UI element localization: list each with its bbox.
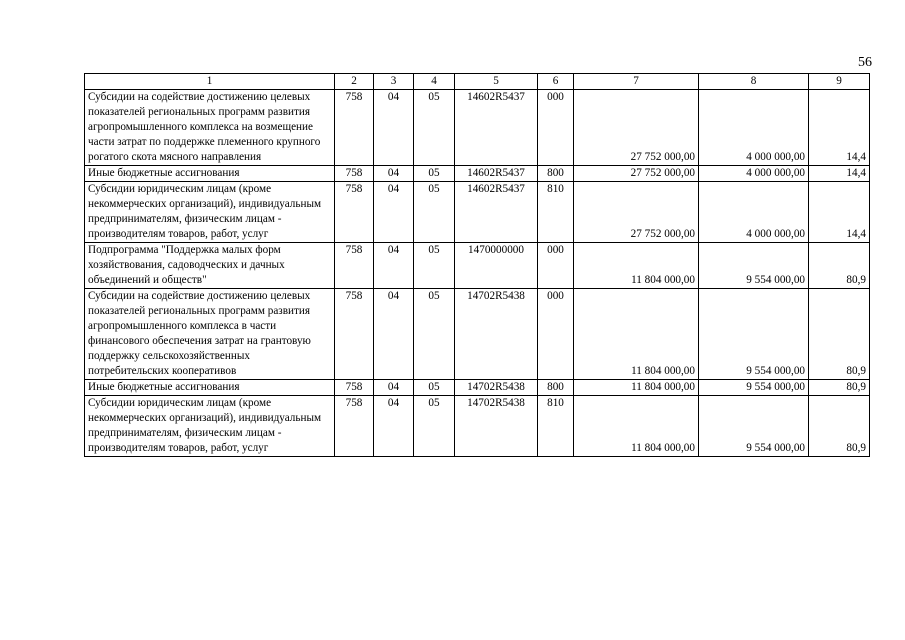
row-name-cell: Иные бюджетные ассигнования — [85, 166, 335, 182]
target-code-cell: 1470000000 — [455, 243, 538, 289]
target-code-cell: 14702R5438 — [455, 289, 538, 380]
table-row — [85, 182, 870, 243]
row-name-cell: Субсидии юридическим лицам (кроме некоммерческих организаций), индивидуальным предпринимателям, физическим лицам - производителям товаров, работ, услуг — [85, 396, 335, 457]
table-row — [85, 396, 870, 457]
row-name-cell: Иные бюджетные ассигнования — [85, 380, 335, 396]
table-row — [85, 289, 870, 380]
actual-amount-cell: 9 554 000,00 — [699, 289, 809, 380]
expense-type-cell: 000 — [538, 289, 574, 380]
actual-amount-cell: 9 554 000,00 — [699, 380, 809, 396]
expense-type-cell: 800 — [538, 166, 574, 182]
ministry-code-cell: 758 — [335, 396, 374, 457]
table-row — [85, 166, 870, 182]
section-code-cell: 04 — [374, 289, 414, 380]
plan-amount-cell: 27 752 000,00 — [574, 90, 699, 166]
ministry-code-cell: 758 — [335, 243, 374, 289]
target-code-cell: 14602R5437 — [455, 166, 538, 182]
actual-amount-cell: 4 000 000,00 — [699, 166, 809, 182]
actual-amount-cell: 9 554 000,00 — [699, 243, 809, 289]
row-name-cell: Субсидии на содействие достижению целевых показателей региональных программ развития агропромышленного комплекса на возмещение части затрат по поддержке племенного крупного рогатого скота мясного направления — [85, 90, 335, 166]
header-cell: 4 — [414, 74, 455, 90]
header-cell: 5 — [455, 74, 538, 90]
subsection-code-cell: 05 — [414, 380, 455, 396]
page-number: 56 — [858, 55, 872, 70]
percent-cell: 14,4 — [809, 90, 870, 166]
row-name-cell: Подпрограмма "Поддержка малых форм хозяйствования, садоводческих и дачных объединений и обществ" — [85, 243, 335, 289]
actual-amount-cell: 4 000 000,00 — [699, 182, 809, 243]
ministry-code-cell: 758 — [335, 166, 374, 182]
subsection-code-cell: 05 — [414, 166, 455, 182]
header-cell: 3 — [374, 74, 414, 90]
row-name-cell: Субсидии юридическим лицам (кроме некоммерческих организаций), индивидуальным предпринимателям, физическим лицам - производителям товаров, работ, услуг — [85, 182, 335, 243]
subsection-code-cell: 05 — [414, 182, 455, 243]
plan-amount-cell: 27 752 000,00 — [574, 182, 699, 243]
header-cell: 2 — [335, 74, 374, 90]
ministry-code-cell: 758 — [335, 380, 374, 396]
header-cell: 7 — [574, 74, 699, 90]
section-code-cell: 04 — [374, 182, 414, 243]
table-row — [85, 90, 870, 166]
target-code-cell: 14702R5438 — [455, 380, 538, 396]
ministry-code-cell: 758 — [335, 90, 374, 166]
expense-type-cell: 810 — [538, 396, 574, 457]
header-cell: 9 — [809, 74, 870, 90]
header-cell: 1 — [85, 74, 335, 90]
plan-amount-cell: 11 804 000,00 — [574, 396, 699, 457]
subsection-code-cell: 05 — [414, 396, 455, 457]
section-code-cell: 04 — [374, 243, 414, 289]
expense-type-cell: 800 — [538, 380, 574, 396]
section-code-cell: 04 — [374, 396, 414, 457]
plan-amount-cell: 11 804 000,00 — [574, 243, 699, 289]
plan-amount-cell: 27 752 000,00 — [574, 166, 699, 182]
subsection-code-cell: 05 — [414, 289, 455, 380]
percent-cell: 80,9 — [809, 289, 870, 380]
target-code-cell: 14702R5438 — [455, 396, 538, 457]
header-cell: 6 — [538, 74, 574, 90]
target-code-cell: 14602R5437 — [455, 182, 538, 243]
header-row — [85, 74, 870, 90]
actual-amount-cell: 4 000 000,00 — [699, 90, 809, 166]
budget-table — [84, 73, 870, 457]
expense-type-cell: 000 — [538, 243, 574, 289]
row-name-cell: Субсидии на содействие достижению целевых показателей региональных программ развития агропромышленного комплекса в части финансового обеспечения затрат на грантовую поддержку сельскохозяйственных потребительских кооперативов — [85, 289, 335, 380]
percent-cell: 14,4 — [809, 182, 870, 243]
header-cell: 8 — [699, 74, 809, 90]
subsection-code-cell: 05 — [414, 90, 455, 166]
section-code-cell: 04 — [374, 90, 414, 166]
percent-cell: 80,9 — [809, 380, 870, 396]
subsection-code-cell: 05 — [414, 243, 455, 289]
ministry-code-cell: 758 — [335, 182, 374, 243]
table-row — [85, 243, 870, 289]
percent-cell: 14,4 — [809, 166, 870, 182]
percent-cell: 80,9 — [809, 396, 870, 457]
table-row — [85, 380, 870, 396]
expense-type-cell: 000 — [538, 90, 574, 166]
percent-cell: 80,9 — [809, 243, 870, 289]
plan-amount-cell: 11 804 000,00 — [574, 380, 699, 396]
section-code-cell: 04 — [374, 380, 414, 396]
target-code-cell: 14602R5437 — [455, 90, 538, 166]
section-code-cell: 04 — [374, 166, 414, 182]
actual-amount-cell: 9 554 000,00 — [699, 396, 809, 457]
expense-type-cell: 810 — [538, 182, 574, 243]
ministry-code-cell: 758 — [335, 289, 374, 380]
plan-amount-cell: 11 804 000,00 — [574, 289, 699, 380]
